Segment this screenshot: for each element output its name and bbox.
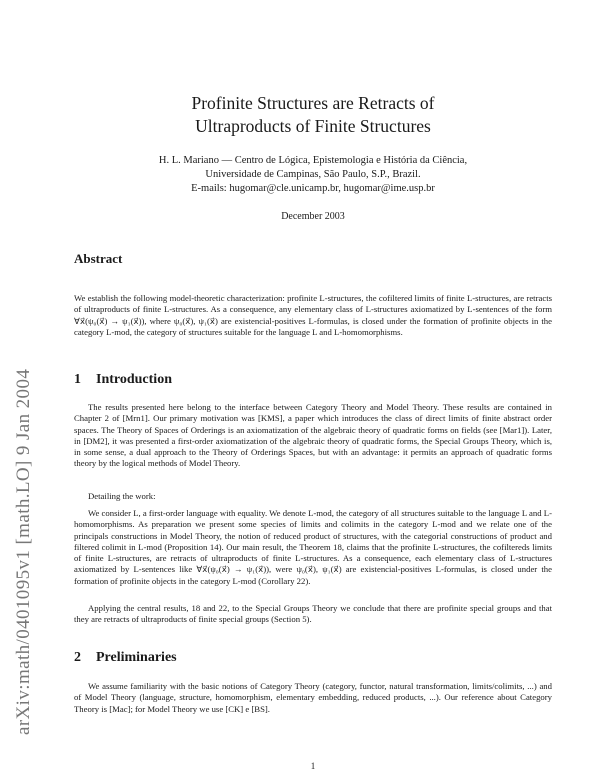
abstract-text: We establish the following model-theoretic characterization: profinite L-structures, the cofiltered limits of finite L-structures, are retracts of ultraproducts of finite L-structures. As a consequence, any elementary class of L-structures axiomatized by L-sentences of the form ∀x⃗(ψ₀(x⃗) → ψ₁(x⃗)), where ψ₀(x⃗), ψ₁(x⃗) are existencial-positives L-formulas, is closed under the formation of profinite objects in the category L-mod, the category of structures suitable for the language L and L-homomorphisms. bbox=[74, 293, 552, 337]
intro-paragraph-4: Applying the central results, 18 and 22, to the Special Groups Theory we conclude that there are profinite special groups and that they are retracts of ultraproducts of finite special groups (Section 5). bbox=[74, 603, 552, 625]
intro-paragraph-1: The results presented here belong to the interface between Category Theory and Model Theory. These results are contained in Chapter 2 of [Mrn1]. Our primary motivation was [KMS], a paper which introduces the class of direct limits of finite abstract order spaces. The Theory of Spaces of Orderings is an axiomatization of the algebraic theory of quadratic forms on fields (see [Mar1]). Later, in [DM2], it was presented a first-order axiomatization of the algebraic theory of quadratic forms, the Special Groups Theory, which is, in some sense, a dual approach to the Theory of Orderings Spaces, but with an advantage: it permits an approach of quadratic forms theory by the logical methods of Model Theory. bbox=[74, 402, 552, 469]
author-affiliation-line-2: Universidade de Campinas, São Paulo, S.P., Brazil. bbox=[205, 169, 421, 180]
arxiv-identifier-stamp: arXiv:math/0401095v1 [math.LO] 9 Jan 2004 bbox=[13, 368, 34, 735]
intro-paragraph-2: Detailing the work: bbox=[88, 491, 156, 501]
prelim-paragraph-1: We assume familiarity with the basic notions of Category Theory (category, functor, natural transformation, limits/colimits, ...) and of Model Theory (language, structure, homomorphism, elementary embedding, reduced products, ...). Our reference about Category Theory is [Mac]; for Model Theory we use [CK] e [BS]. bbox=[74, 681, 552, 714]
author-affiliation-line-1: H. L. Mariano — Centro de Lógica, Epistemologia e História da Ciência, bbox=[158, 155, 468, 166]
section-number: 2 bbox=[74, 650, 81, 665]
section-heading-introduction bbox=[74, 372, 172, 388]
section-heading-preliminaries bbox=[74, 650, 177, 666]
title-line-2: Ultraproducts of Finite Structures bbox=[195, 116, 431, 136]
section-number: 1 bbox=[74, 372, 81, 387]
abstract-heading: Abstract bbox=[74, 251, 123, 266]
title-line-1: Profinite Structures are Retracts of bbox=[191, 93, 435, 113]
section-title: Introduction bbox=[96, 372, 172, 387]
author-emails: E-mails: hugomar@cle.unicamp.br, hugomar@ime.usp.br bbox=[191, 183, 435, 194]
section-title: Preliminaries bbox=[96, 650, 177, 665]
paper-title bbox=[74, 92, 552, 138]
intro-paragraph-3: We consider L, a first-order language with equality. We denote L-mod, the category of all structures suitable to the language L and L-homomorphisms. As preparation we present some species of limits and colimits in the category L-mod and we relate one of the principals constructions in Model Theory, the notion of reduced product of structures, with the categorial constructions of product and filtered colimit in L-mod (Proposition 14). Our main result, the Theorem 18, claims that the profinite L-structures, the cofiltereds limits of finite L-structures, are retracts of ultraproducts of finite L-structures. As a consequence, each elementary class of L-structures axiomatized by L-sentences like ∀x⃗(ψ₀(x⃗) → ψ₁(x⃗)), were ψ₀(x⃗), ψ₁(x⃗) are existencial-positives L-formulas, is closed under the formation of profinite objects in the category L-mod (Corollary 22). bbox=[74, 508, 552, 586]
author-block bbox=[74, 154, 552, 196]
paper-date: December 2003 bbox=[281, 211, 345, 222]
page-number: 1 bbox=[310, 761, 316, 771]
